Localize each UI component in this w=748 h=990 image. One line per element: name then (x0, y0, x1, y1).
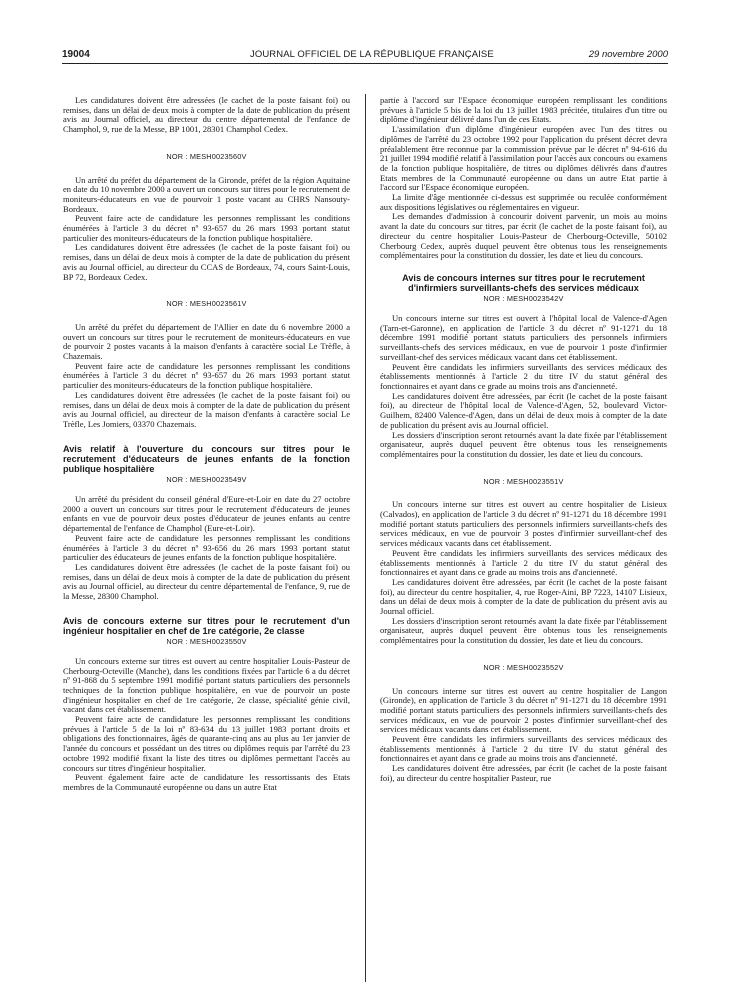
right-column (380, 96, 667, 784)
paragraph: Un concours interne sur titres est ouvert au centre hospitalier de Langon (Gironde), en application de l'article 3 du décret nº 91-1271 du 18 décembre 1991 modifié portant statuts particuliers des personnels infirmiers surveillants-chefs des services médicaux, en vue de pourvoir 2 postes d'infirmier surveillant-chef des services médicaux vacants dans cet établissement. (380, 685, 667, 735)
paragraph: Les candidatures doivent être adressées, par écrit (le cachet de la poste faisant foi), au directeur du centre hospitalier, 4, rue Roger-Aini, BP 7223, 14107 Lisieux, dans un délai de deux mois à compter de la date de publication du présent avis au Journal officiel. (380, 576, 667, 617)
paragraph: Un arrêté du préfet du département de la Gironde, préfet de la région Aquitaine en date du 10 novembre 2000 a ouvert un concours sur titres pour le recrutement de moniteurs-éducateurs en vue de pourvoir 1 poste vacant au CHRS Nansouty-Bordeaux. (63, 174, 350, 214)
nor-reference: NOR : MESH0023549V (166, 475, 247, 485)
paragraph: Peuvent être candidats les infirmiers surveillants des services médicaux des établissements mentionnés à l'article 2 du titre IV du statut général des fonctionnaires et ayant dans ce grade au moins trois ans d'ancienneté. (380, 734, 667, 764)
paragraph: Les candidatures doivent être adressées (le cachet de la poste faisant foi) ou remises, dans un délai de deux mois à compter de la date de publication du présent avis au Journal officiel, au directeur de la maison d'enfants à caractère social Le Trèfle, Les Jomiers, 03370 Chazemais. (63, 389, 350, 429)
column-divider (365, 94, 366, 982)
paragraph: Les candidatures doivent être adressées, par écrit (le cachet de la poste faisant foi), au directeur de l'hôpital local de Valence-d'Agen, 52, boulevard Victor-Guilhem, 82400 Valence-d'Agen, dans un délai de deux mois à compter de la date de publication du présent avis au Journal officiel. (380, 390, 667, 430)
paragraph: Peuvent être candidats les infirmiers surveillants des services médicaux des établissements mentionnés à l'article 2 du titre IV du statut général des fonctionnaires et ayant dans ce grade au moins trois ans d'ancienneté. (380, 361, 667, 391)
nor-reference: NOR : MESH0023552V (483, 662, 564, 672)
paragraph: Peuvent faire acte de candidature les personnes remplissant les conditions énumérées à l'article 3 du décret nº 93-657 du 26 mars 1993 portant statut particulier des moniteurs-éducateurs de la fonction publique hospitalière. (63, 213, 350, 243)
paragraph: Les demandes d'admission à concourir doivent parvenir, un mois au moins avant la date du concours sur titres, par écrit (le cachet de la poste faisant foi), au directeur du centre hospitalier Louis-Pasteur de Cherbourg-Octeville, 50102 Cherbourg Cedex, auprès duquel peuvent être obtenus tous les renseignements complémentaires pour la constitution du dossier, les date et lieu du concours. (380, 211, 667, 261)
paragraph: La limite d'âge mentionnée ci-dessus est supprimée ou reculée conformément aux dispositions législatives ou réglementaires en vigueur. (380, 192, 667, 212)
section-heading: Avis de concours externe sur titres pour le recrutement d'un ingénieur hospitalier en chef de 1re catégorie, 2e classe (63, 615, 350, 636)
page-number: 19004 (62, 49, 90, 60)
paragraph: Peuvent être candidats les infirmiers surveillants des services médicaux des établissements mentionnés à l'article 2 du titre IV du statut général des fonctionnaires et ayant dans ce grade au moins trois ans d'ancienneté. (380, 547, 667, 578)
section-heading: Avis de concours internes sur titres pour le recrutement d'infirmiers surveillants-chefs des services médicaux (402, 272, 645, 294)
paragraph-continued: partie à l'accord sur l'Espace économique européen remplissant les conditions prévues à l'article 5 bis de la loi du 13 juillet 1983 précitée, titulaires d'un titre ou diplôme d'ingénieur délivré dans l'un de ces Etats. (380, 95, 667, 125)
paragraph: Un arrêté du président du conseil général d'Eure-et-Loir en date du 27 octobre 2000 a ouvert un concours sur titres pour le recrutement d'éducateurs de jeunes enfants en vue de pourvoir deux postes d'éducateur de jeunes enfants au centre départemental de l'enfance de Champhol (Eure-et-Loir). (63, 494, 350, 534)
paragraph: Les dossiers d'inscription seront retournés avant la date fixée par l'établissement organisateur, auprès duquel peuvent être obtenus tous les renseignements complémentaires pour la constitution du dossier, les date et lieu du concours. (380, 429, 667, 459)
paragraph: Peuvent également faire acte de candidature les ressortissants des Etats membres de la Communauté européenne ou dans un autre Etat (63, 772, 350, 792)
nor-reference: NOR : MESH0023561V (166, 299, 247, 309)
page-header (62, 47, 668, 63)
paragraph: Les candidatures doivent être adressées, par écrit (le cachet de la poste faisant foi), au directeur du centre hospitalier Pasteur, rue (380, 763, 667, 783)
nor-reference: NOR : MESH0023542V (483, 294, 564, 304)
paragraph: Les candidatures doivent être adressées (le cachet de la poste faisant foi) ou remises, dans un délai de deux mois à compter de la date de publication du présent avis au Journal officiel, au directeur du CCAS de Bordeaux, 74, cours Saint-Louis, BP 72, Bordeaux Cedex. (63, 242, 350, 282)
paragraph: Peuvent faire acte de candidature les personnes remplissant les conditions énumérées à l'article 3 du décret nº 93-656 du 26 mars 1993 portant statut particulier des éducateurs de jeunes enfants de la fonction publique hospitalière. (63, 532, 350, 563)
left-column (63, 96, 350, 793)
paragraph: Un concours interne sur titres est ouvert à l'hôpital local de Valence-d'Agen (Tarn-et-Garonne), en application de l'article 3 du décret nº 91-1271 du 18 décembre 1991 modifié portant statuts particuliers des personnels infirmiers surveillants-chefs des services médicaux, en vue de pourvoir 1 poste d'infirmier surveillant-chef des services médicaux vacant dans cet établissement. (380, 313, 667, 362)
paragraph: Peuvent faire acte de candidature les personnes remplissant les conditions énumérées à l'article 3 du décret nº 93-657 du 26 mars 1993 portant statut particulier des moniteurs-éducateurs de la fonction publique hospitalière. (63, 360, 350, 391)
issue-date: 29 novembre 2000 (588, 49, 668, 60)
paragraph: Un arrêté du préfet du département de l'Allier en date du 6 novembre 2000 a ouvert un concours sur titres pour le recrutement de moniteurs-éducateurs en vue de pourvoir 2 postes vacants à la maison d'enfants à caractère social Le Trèfle, à Chazemais. (63, 321, 350, 362)
paragraph: Les candidatures doivent être adressées (le cachet de la poste faisant foi) ou remises, dans un délai de deux mois à compter de la date de publication du présent avis au Journal officiel, au directeur du centre départemental de l'enfance de Champhol, 9, rue de la Messe, BP 1001, 28301 Champhol Cedex. (63, 95, 350, 135)
paragraph: Un concours externe sur titres est ouvert au centre hospitalier Louis-Pasteur de Cherbourg-Octeville (Manche), dans les conditions fixées par l'article 6 a du décret nº 91-868 du 5 septembre 1991 modifié portant statuts particuliers des personnels techniques de la fonction publique hospitalière, en vue de pourvoir un poste d'ingénieur hospitalier en chef de 1re catégorie, 2e classe, spécialité génie civil, vacant dans cet établissement. (63, 655, 350, 715)
paragraph: Les dossiers d'inscription seront retournés avant la date fixée par l'établissement organisateur, auprès duquel peuvent être obtenus tous les renseignements complémentaires pour la constitution du dossier, les date et lieu du concours. (380, 615, 667, 646)
section-heading: Avis relatif à l'ouverture du concours sur titres pour le recrutement d'éducateurs de jeunes enfants de la fonction publique hospitalière (63, 443, 350, 475)
paragraph: L'assimilation d'un diplôme d'ingénieur européen avec l'un des titres ou diplômes de l'arrêté du 23 octobre 1992 pour l'application du présent décret devra préalablement être reconnue par la commission prévue par le décret nº 94-616 du 21 juillet 1994 modifié relatif à l'assimilation pour l'accès aux concours ou examens de la fonction publique hospitalière, de titres ou diplômes délivrés dans d'autres Etats membres de la Communauté européenne ou dans un autre Etat partie à l'accord sur l'Espace économique européen. (380, 124, 667, 193)
nor-reference: NOR : MESH0023550V (166, 637, 247, 647)
paragraph: Peuvent faire acte de candidature les personnes remplissant les conditions prévues à l'article 5 de la loi nº 83-634 du 13 juillet 1983 portant droits et obligations des fonctionnaires, âgés de quarante-cinq ans au plus au 1er janvier de l'année du concours et possédant un des titres ou diplômes requis par l'arrêté du 23 octobre 1992 modifié fixant la liste des titres ou diplômes permettant l'accès au concours sur titres d'ingénieur hospitalier. (63, 714, 350, 773)
nor-reference: NOR : MESH0023551V (483, 476, 564, 486)
nor-reference: NOR : MESH0023560V (166, 151, 247, 161)
paragraph: Un concours interne sur titres est ouvert au centre hospitalier de Lisieux (Calvados), en application de l'article 3 du décret nº 91-1271 du 18 décembre 1991 modifié portant statuts particuliers des personnels infirmiers surveillants-chefs des services médicaux, en vue de pourvoir 3 postes d'infirmier surveillant-chef des services médicaux vacants dans cet établissement. (380, 499, 667, 549)
header-rule (62, 63, 668, 64)
journal-title: JOURNAL OFFICIEL DE LA RÉPUBLIQUE FRANÇAISE (250, 49, 494, 60)
paragraph: Les candidatures doivent être adressées (le cachet de la poste faisant foi) ou remises, dans un délai de deux mois à compter de la date de publication du présent avis au Journal officiel, au directeur du centre départemental de l'enfance, 9, rue de la Messe, 28300 Champhol. (63, 561, 350, 602)
